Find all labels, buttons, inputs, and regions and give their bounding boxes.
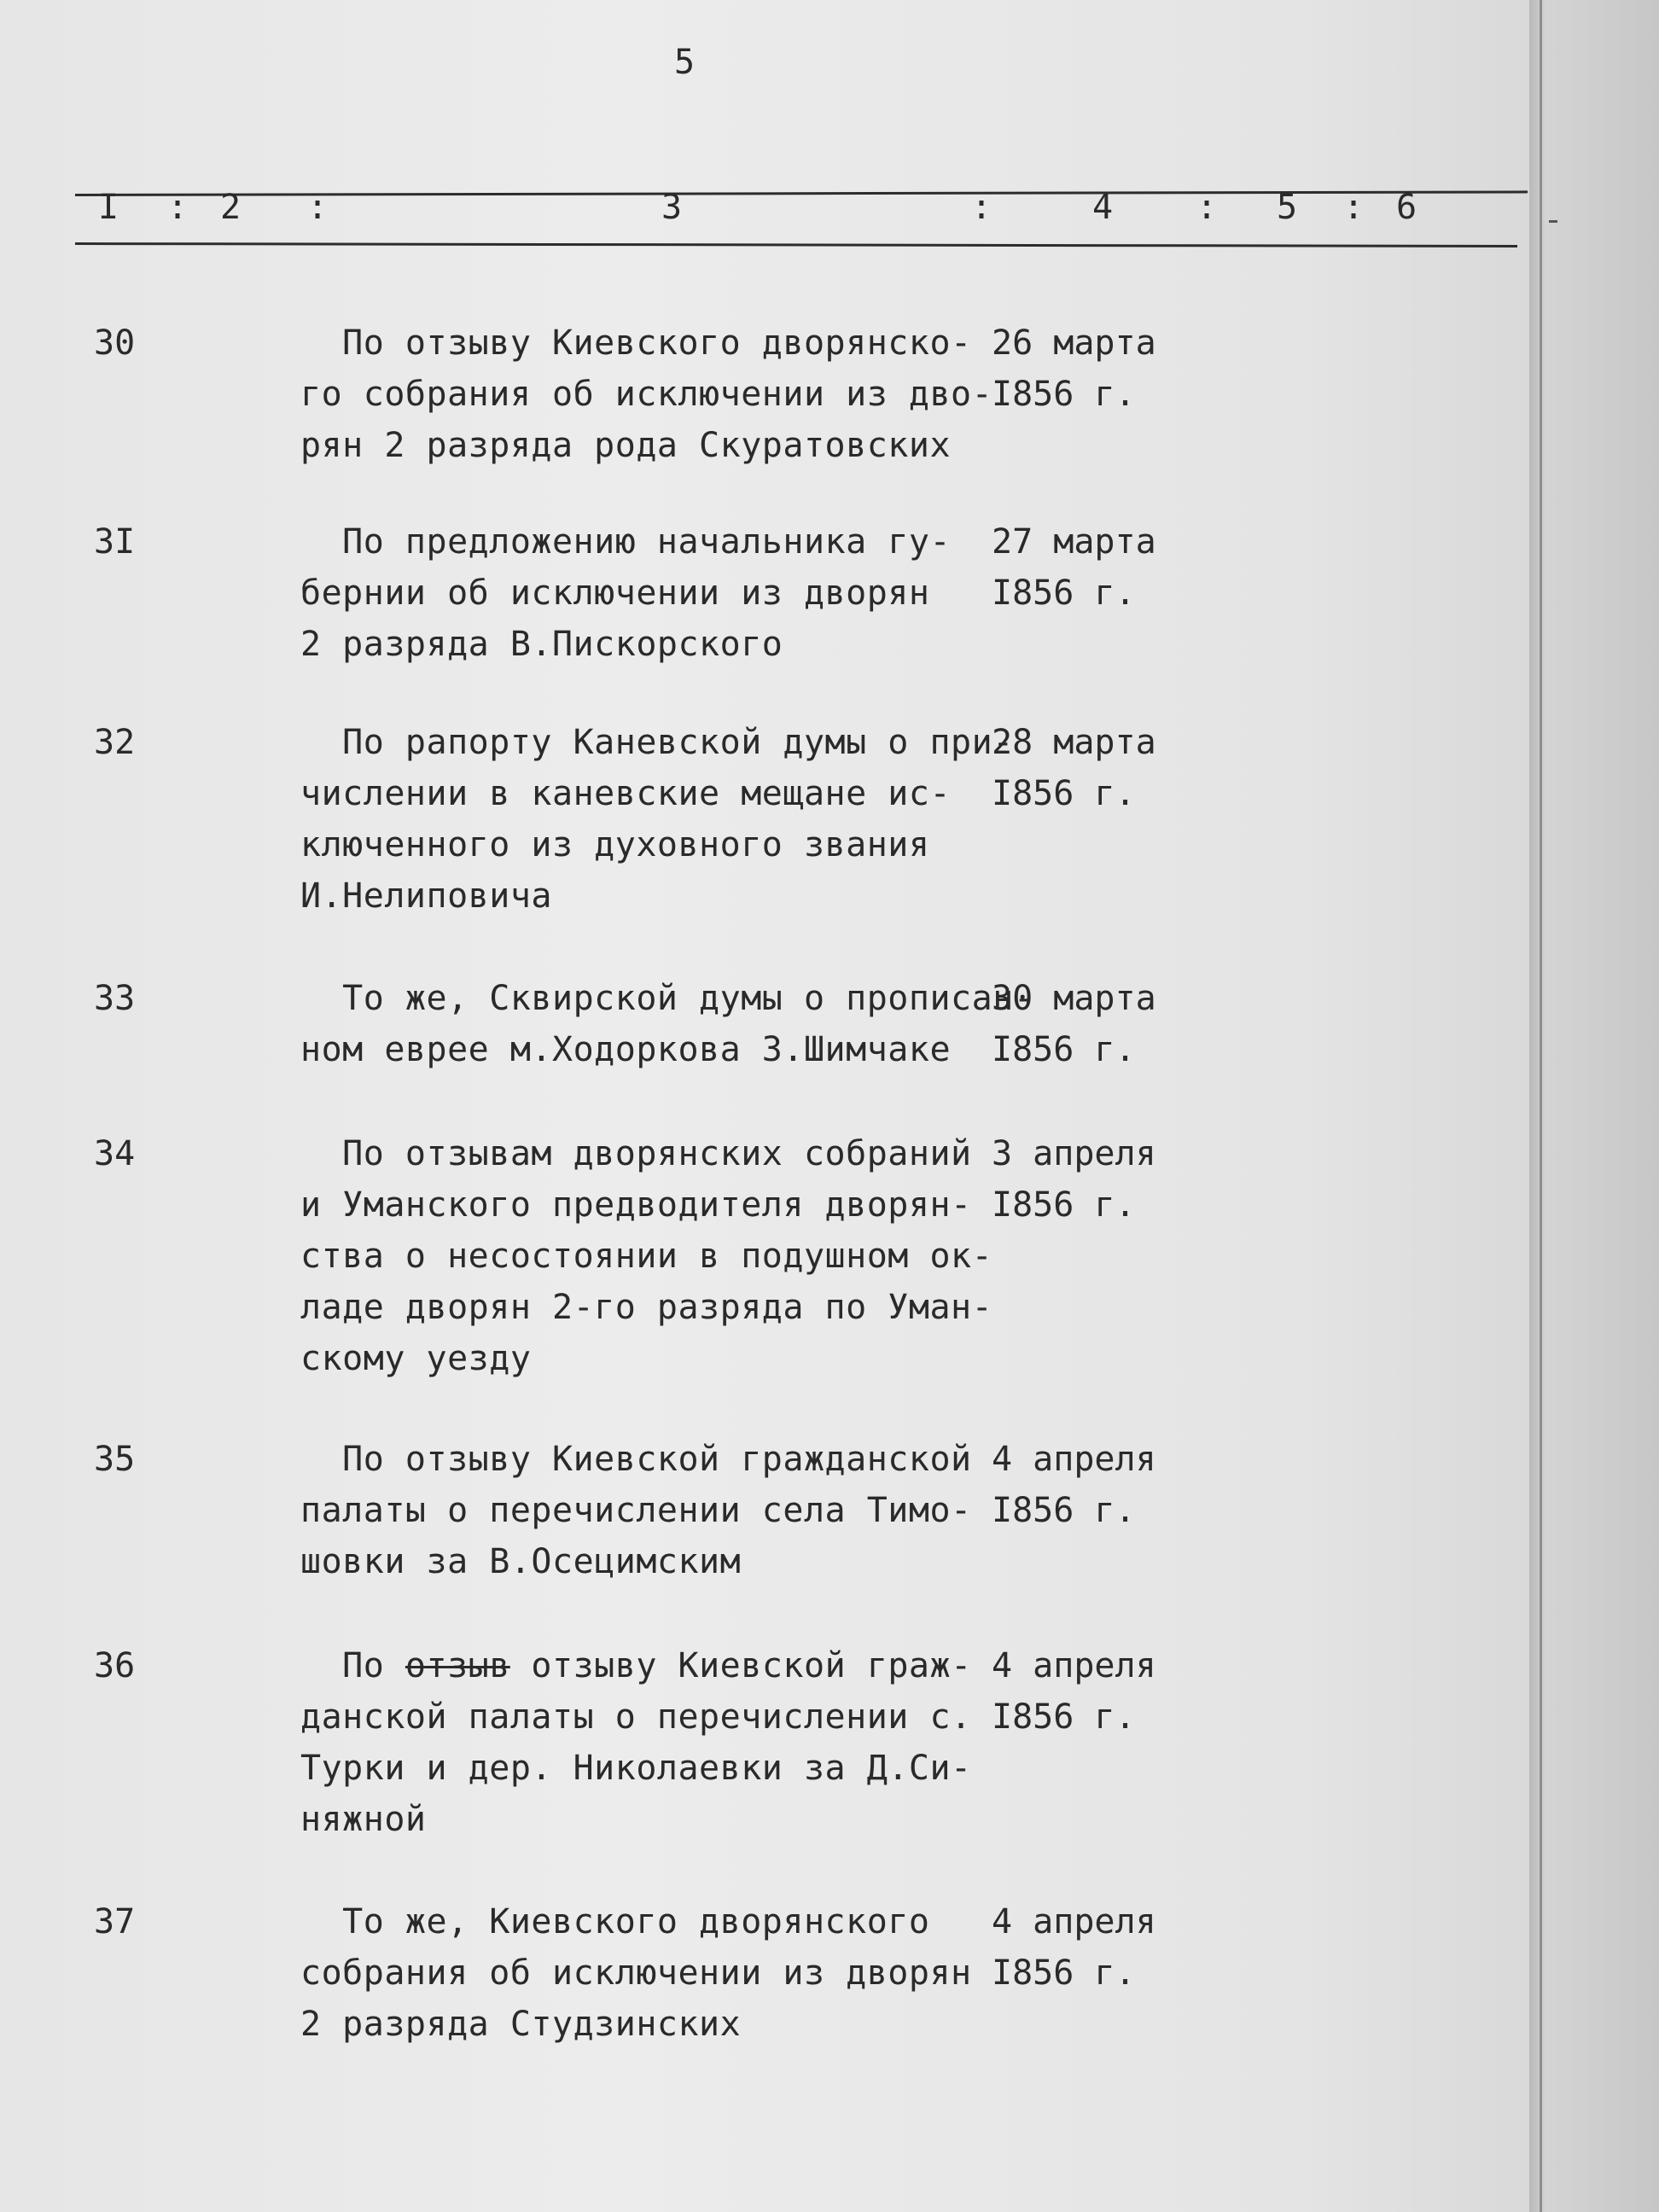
- description-line: Турки и дер. Николаевки за Д.Си-: [300, 1749, 972, 1788]
- description-line: ладе дворян 2-го разряда по Уман-: [300, 1288, 993, 1327]
- column-separator: :: [167, 188, 189, 227]
- date-year: I856 г.: [992, 1697, 1136, 1737]
- date-day-month: 4 апреля: [992, 1646, 1156, 1685]
- entry-number: 32: [94, 723, 136, 762]
- entry-date: [992, 1896, 1196, 1999]
- description-line: собрания об исключении из дворян: [300, 1953, 972, 1993]
- description-line: По предложению начальника гу-: [300, 522, 952, 562]
- page-number: 5: [674, 43, 696, 82]
- struck-out-word: отзыв: [405, 1646, 510, 1685]
- description-line: По рапорту Каневской думы о при-: [300, 723, 1014, 762]
- date-year: I856 г.: [992, 1953, 1136, 1993]
- description-line: И.Нелиповича: [300, 876, 552, 916]
- description-line: бернии об исключении из дворян: [300, 573, 930, 613]
- date-year: I856 г.: [992, 774, 1136, 813]
- description-line: палаты о перечислении села Тимо-: [300, 1491, 972, 1530]
- entry-description: [300, 1434, 1017, 1587]
- column-header-1: I: [98, 188, 119, 227]
- entry-date: [992, 973, 1196, 1075]
- column-separator: :: [1343, 188, 1365, 227]
- entry-description: [300, 973, 1035, 1075]
- column-header-row: [0, 188, 1451, 239]
- date-year: I856 г.: [992, 1185, 1136, 1225]
- description-line: и Уманского предводителя дворян-: [300, 1185, 972, 1225]
- description-line: 2 разряда В.Пискорского: [300, 625, 783, 664]
- description-line: данской палаты о перечислении с.: [300, 1697, 972, 1737]
- entry-date: [992, 1640, 1196, 1743]
- date-year: I856 г.: [992, 1030, 1136, 1069]
- description-rest: отзыву Киевской граж-: [509, 1646, 972, 1685]
- page-edge-line: [1540, 0, 1542, 2212]
- description-line: По отзывам дворянских собраний: [300, 1134, 972, 1173]
- description-line: няжной: [300, 1800, 427, 1839]
- description-line: ства о несостоянии в подушном ок-: [300, 1237, 993, 1276]
- margin-mark: [1549, 220, 1557, 223]
- column-separator: :: [1196, 188, 1218, 227]
- entry-description: [300, 1128, 1017, 1384]
- description-line: То же, Киевского дворянского: [300, 1902, 930, 1941]
- entry-number: 3I: [94, 522, 136, 562]
- date-day-month: 27 марта: [992, 522, 1156, 562]
- entry-description: [300, 516, 1017, 670]
- description-line: По отзыву Киевской гражданской: [300, 1440, 972, 1479]
- entry-description: [300, 317, 1017, 471]
- entry-description: [300, 1640, 1017, 1845]
- date-day-month: 4 апреля: [992, 1902, 1156, 1941]
- entry-date: [992, 516, 1196, 619]
- description-line: 2 разряда Студзинских: [300, 2005, 742, 2044]
- column-header-2: 2: [220, 188, 242, 227]
- date-year: I856 г.: [992, 375, 1136, 414]
- column-header-6: 6: [1396, 188, 1417, 227]
- page-edge-shadow: [1529, 0, 1545, 2212]
- date-day-month: 26 марта: [992, 323, 1156, 363]
- description-line: По отзыву Киевского дворянско-: [300, 323, 972, 363]
- date-year: I856 г.: [992, 573, 1136, 613]
- column-header-5: 5: [1277, 188, 1298, 227]
- date-day-month: 3 апреля: [992, 1134, 1156, 1173]
- column-separator: :: [307, 188, 329, 227]
- column-header-3: 3: [661, 188, 683, 227]
- column-separator: :: [971, 188, 992, 227]
- date-day-month: 4 апреля: [992, 1440, 1156, 1479]
- description-line: го собрания об исключении из дво-: [300, 375, 993, 414]
- entry-number: 37: [94, 1902, 136, 1941]
- underlying-sheet: [1545, 0, 1659, 2212]
- description-line: ном еврее м.Ходоркова З.Шимчаке: [300, 1030, 952, 1069]
- entry-date: [992, 717, 1196, 819]
- entry-number: 34: [94, 1134, 136, 1173]
- description-lead: По: [300, 1646, 405, 1685]
- entry-date: [992, 1434, 1196, 1536]
- entry-number: 35: [94, 1440, 136, 1479]
- entry-date: [992, 1128, 1196, 1231]
- entry-date: [992, 317, 1196, 420]
- description-line: шовки за В.Осецимским: [300, 1542, 742, 1581]
- column-header-4: 4: [1092, 188, 1114, 227]
- description-line: рян 2 разряда рода Скуратовских: [300, 426, 952, 465]
- description-line: То же, Сквирской думы о прописан-: [300, 979, 1035, 1018]
- entry-number: 36: [94, 1646, 136, 1685]
- entry-number: 33: [94, 979, 136, 1018]
- entry-number: 30: [94, 323, 136, 363]
- description-line: ключенного из духовного звания: [300, 825, 930, 864]
- entry-description: [300, 717, 1017, 922]
- date-day-month: 28 марта: [992, 723, 1156, 762]
- date-day-month: 30 марта: [992, 979, 1156, 1018]
- date-year: I856 г.: [992, 1491, 1136, 1530]
- description-line: скому уезду: [300, 1339, 532, 1378]
- description-line: числении в каневские мещане ис-: [300, 774, 952, 813]
- description-line: [300, 1640, 1017, 1691]
- entry-description: [300, 1896, 1017, 2050]
